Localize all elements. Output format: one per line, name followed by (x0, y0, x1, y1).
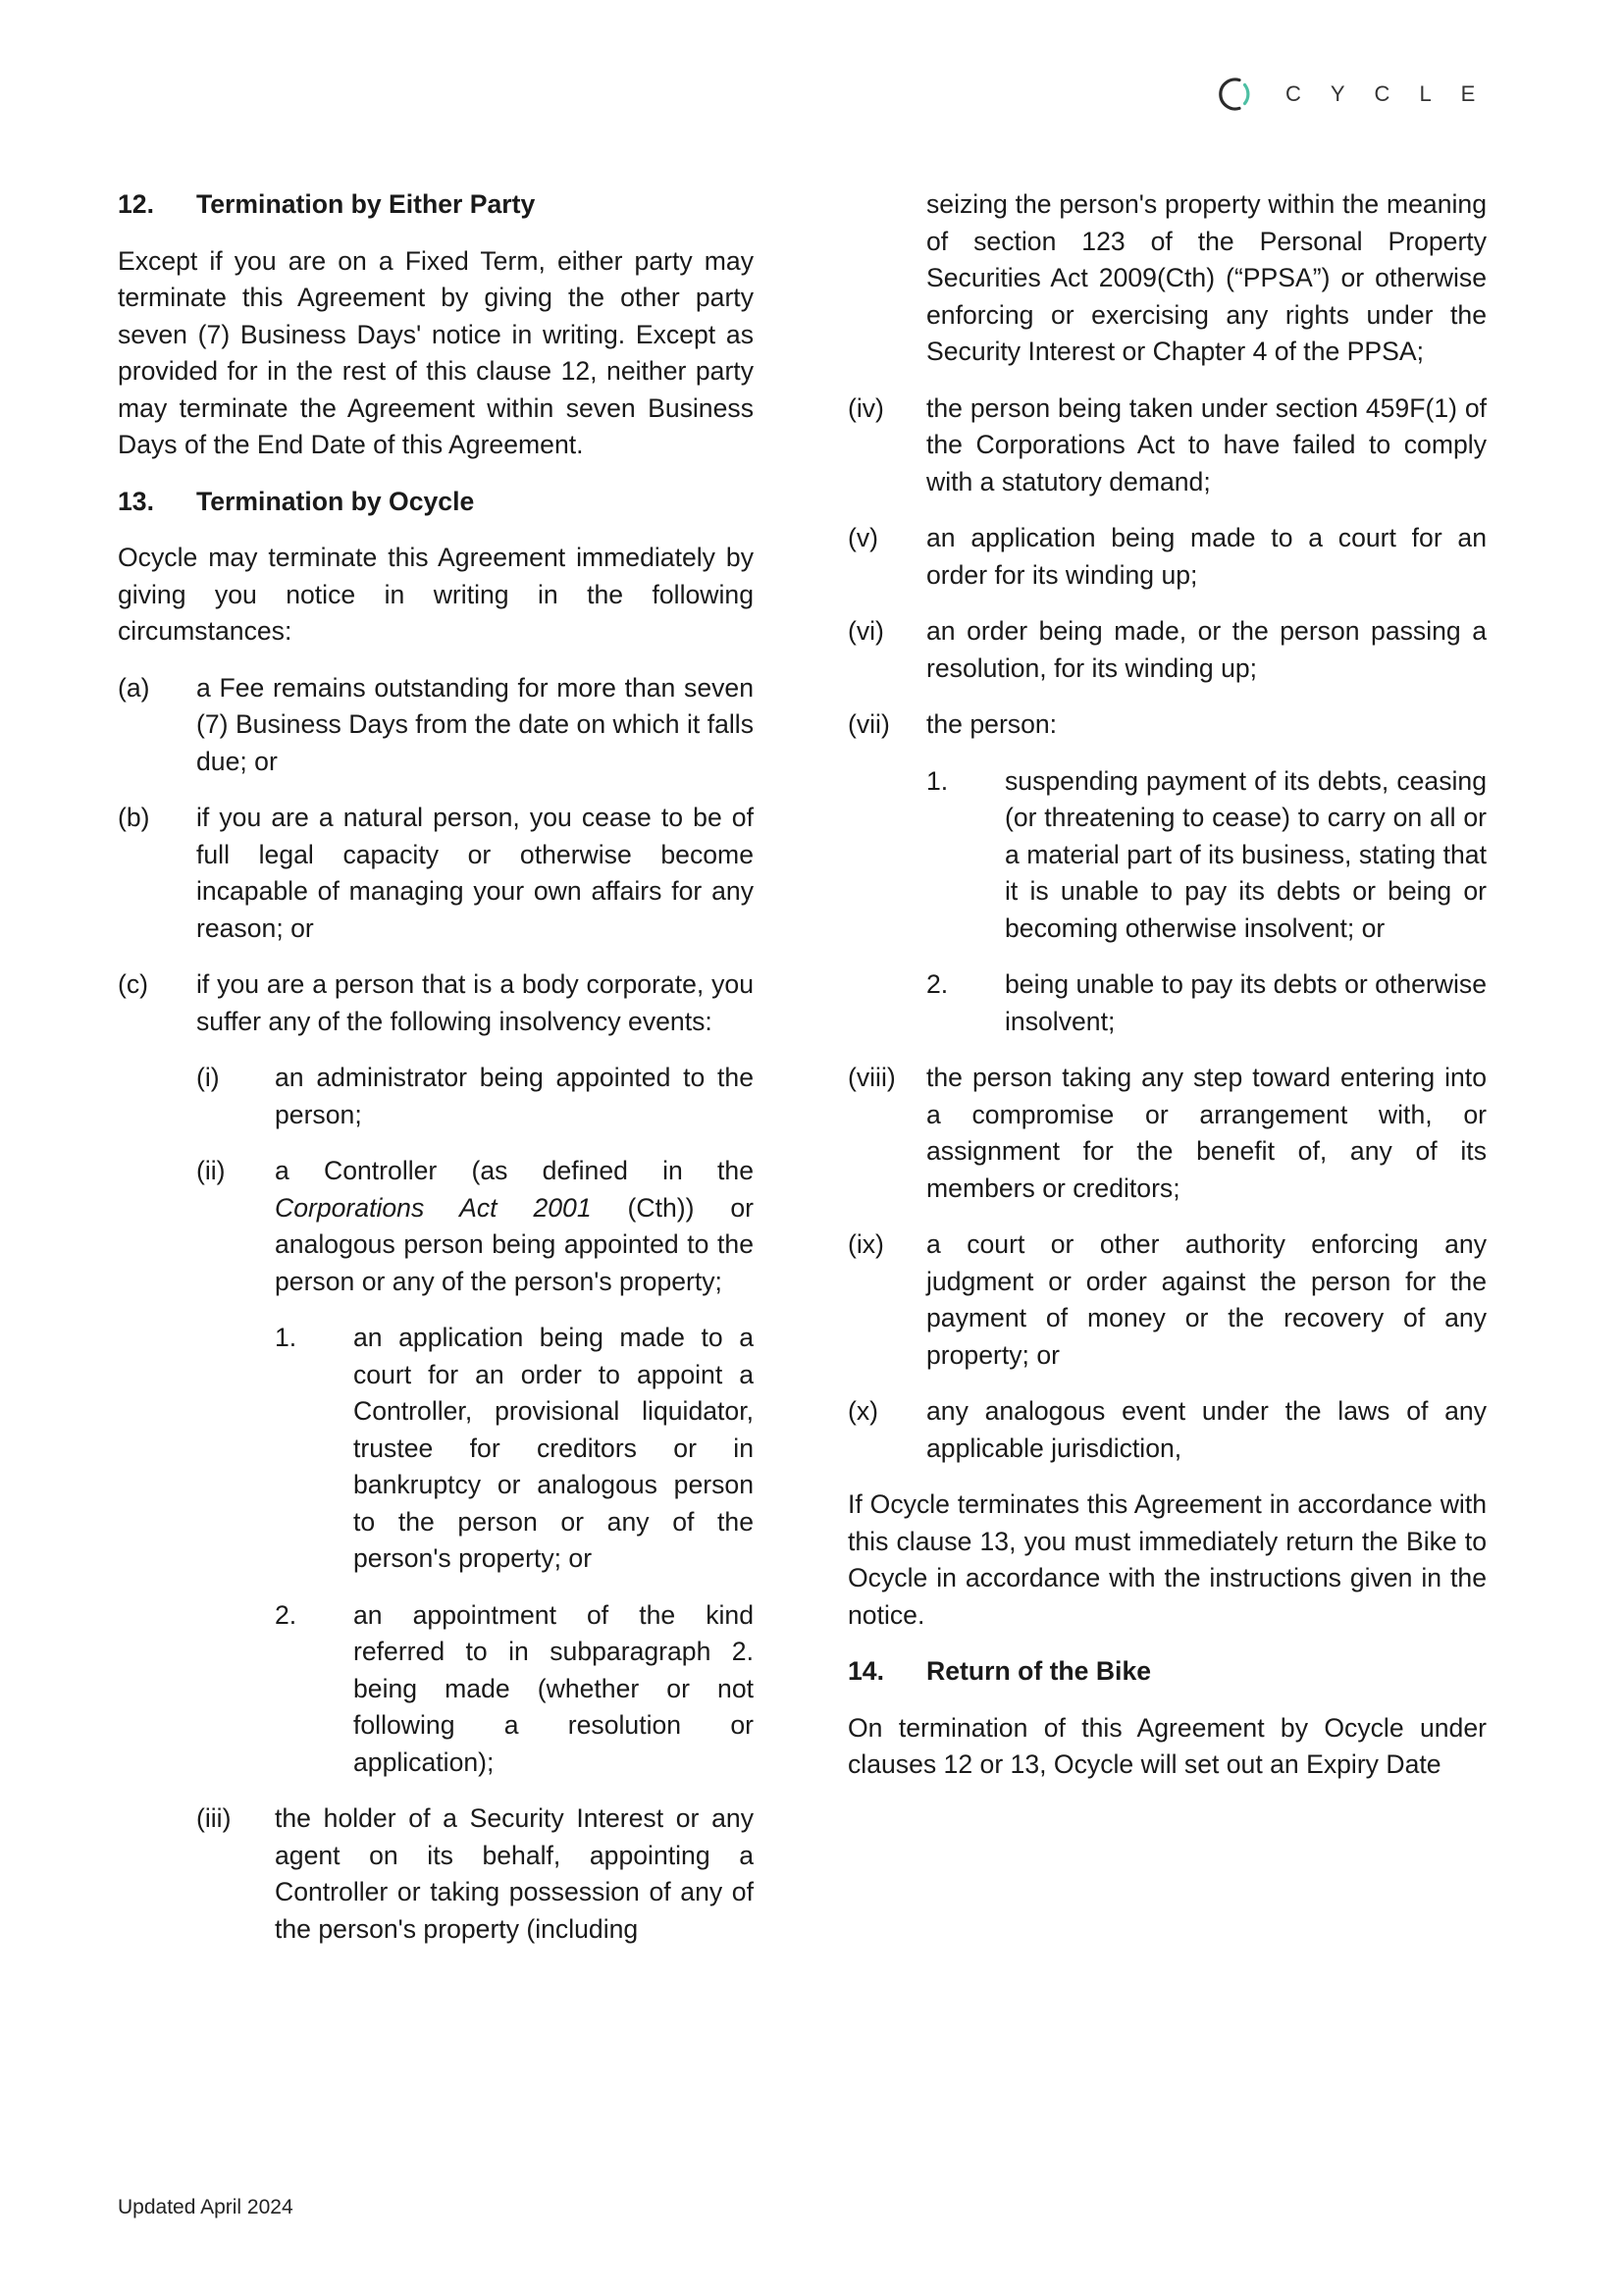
clause-label: 2. (275, 1599, 297, 1630)
clause-item-vi (848, 613, 1487, 687)
clause-label: (ix) (848, 1229, 884, 1259)
section-14-body: On termination of this Agreement by Ocycle under clauses 12 or 13, Ocycle will set out an Expiry Date (848, 1712, 1487, 1779)
clause-label: 1. (926, 765, 949, 796)
clause-text: a Fee remains outstanding for more than seven (7) Business Days from the date on which it falls due; or (196, 672, 754, 776)
clause-label: (a) (118, 672, 150, 703)
clause-item-v (848, 520, 1487, 594)
clause-text: being unable to pay its debts or otherwise insolvent; (1005, 969, 1487, 1036)
clause-item-x (848, 1393, 1487, 1467)
clause-item-iii (196, 1800, 754, 1948)
clause-item-vii-2 (926, 966, 1487, 1040)
section-title: Termination by Either Party (196, 189, 536, 219)
clause-text (275, 1153, 754, 1300)
clause-item-a (118, 670, 754, 781)
clause-item-i (196, 1060, 754, 1133)
clause-label: (c) (118, 969, 149, 999)
clause-label: (viii) (848, 1063, 896, 1092)
clause-label: (vi) (848, 616, 884, 646)
clause-label: (ii) (196, 1156, 226, 1185)
clause-item-b (118, 800, 754, 947)
clause-item-c (118, 966, 754, 1040)
clause-item-vii (848, 706, 1487, 744)
left-column (118, 186, 754, 1967)
clause-text: the person taking any step toward entering into a compromise or arrangement with, or assignment for the benefit of, any of its members or creditors; (926, 1063, 1487, 1203)
clause-text: suspending payment of its debts, ceasing (or threatening to cease) to carry on all or a material part of its business, stating that it is unable to pay its debts or being or becoming otherwise insolvent; or (1005, 765, 1487, 943)
clause-text-part: (Cth)) or analogous person being appointed to the person or any of the person's property; (275, 1192, 754, 1296)
clause-text: if you are a natural person, you cease to be of full legal capacity or otherwise become incapable of managing your own affairs for any reason; or (196, 803, 754, 943)
section-14-heading (848, 1653, 1487, 1691)
section-12-body: Except if you are on a Fixed Term, either party may terminate this Agreement by giving the other party seven (7) Business Days' notice in writing. Except as provided for in the rest of this clause 12, neither party may terminate the Agreement within seven Business Days of the End Date of this Agreement. (118, 245, 754, 459)
ocycle-logo (1217, 77, 1504, 112)
clause-item-iv (848, 391, 1487, 501)
clause-text: the holder of a Security Interest or any agent on its behalf, appointing a Controller or taking possession of any of the person's property (including (275, 1803, 754, 1944)
clause-text: any analogous event under the laws of any applicable jurisdiction, (926, 1396, 1487, 1463)
section-number: 14. (848, 1656, 884, 1686)
clause-text: if you are a person that is a body corporate, you suffer any of the following insolvency events: (196, 969, 754, 1036)
clause-text: an order being made, or the person passing a resolution, for its winding up; (926, 616, 1487, 683)
logo-wordmark: CYCLE (1285, 81, 1505, 106)
right-column (848, 186, 1487, 1803)
clause-item-ix (848, 1226, 1487, 1374)
clause-text: an administrator being appointed to the person; (275, 1063, 754, 1129)
section-13-heading (118, 484, 754, 521)
clause-item-vii-1 (926, 763, 1487, 948)
clause-text: an appointment of the kind referred to in subparagraph 2. being made (whether or not following a resolution or application); (353, 1599, 754, 1777)
section-title: Return of the Bike (926, 1656, 1152, 1686)
section-title: Termination by Ocycle (196, 486, 475, 516)
section-number: 13. (118, 486, 154, 516)
clause-label: (iii) (196, 1803, 232, 1833)
clause-item-ii-2 (275, 1597, 754, 1782)
footer-updated-date: Updated April 2024 (118, 2196, 293, 2218)
clause-label: (i) (196, 1063, 220, 1092)
section-13-closing: If Ocycle terminates this Agreement in accordance with this clause 13, you must immediately return the Bike to Ocycle in accordance with the instructions given in the notice. (848, 1489, 1487, 1630)
clause-text-part: a Controller (as defined in the (275, 1156, 754, 1185)
clause-label: (vii) (848, 709, 890, 739)
clause-label: 1. (275, 1323, 297, 1352)
clause-label: 2. (926, 969, 949, 999)
clause-text: an application being made to a court for an order to appoint a Controller, provisional liquidator, trustee for creditors or in bankruptcy or analogous person to the person or any of the person's property; or (353, 1323, 754, 1573)
clause-item-ii-1 (275, 1320, 754, 1578)
section-number: 12. (118, 189, 154, 219)
clause-text: a court or other authority enforcing any judgment or order against the person for the payment of money or the recovery of any property; or (926, 1229, 1487, 1370)
clause-text: the person being taken under section 459F(1) of the Corporations Act to have failed to comply with a statutory demand; (926, 392, 1487, 496)
clause-label: (b) (118, 803, 150, 832)
clause-item-ii (196, 1153, 754, 1300)
section-13-intro: Ocycle may terminate this Agreement immediately by giving you notice in writing in the following circumstances: (118, 543, 754, 646)
clause-label: (iv) (848, 392, 884, 423)
clause-label: (v) (848, 523, 879, 552)
act-title-italic: Corporations Act 2001 (275, 1192, 592, 1223)
clause-text: an application being made to a court for an order for its winding up; (926, 523, 1487, 590)
section-12-heading (118, 186, 754, 224)
clause-label: (x) (848, 1396, 879, 1426)
clause-item-viii (848, 1060, 1487, 1207)
ocycle-logo-mark-icon (1217, 77, 1252, 112)
clause-iii-continuation: seizing the person's property within the meaning of section 123 of the Personal Property Securities Act 2009(Cth) (“PPSA”) or otherwise enforcing or exercising any rights under the Security Interest or Chapter 4 of the PPSA; (926, 189, 1487, 366)
clause-text: the person: (926, 709, 1058, 739)
